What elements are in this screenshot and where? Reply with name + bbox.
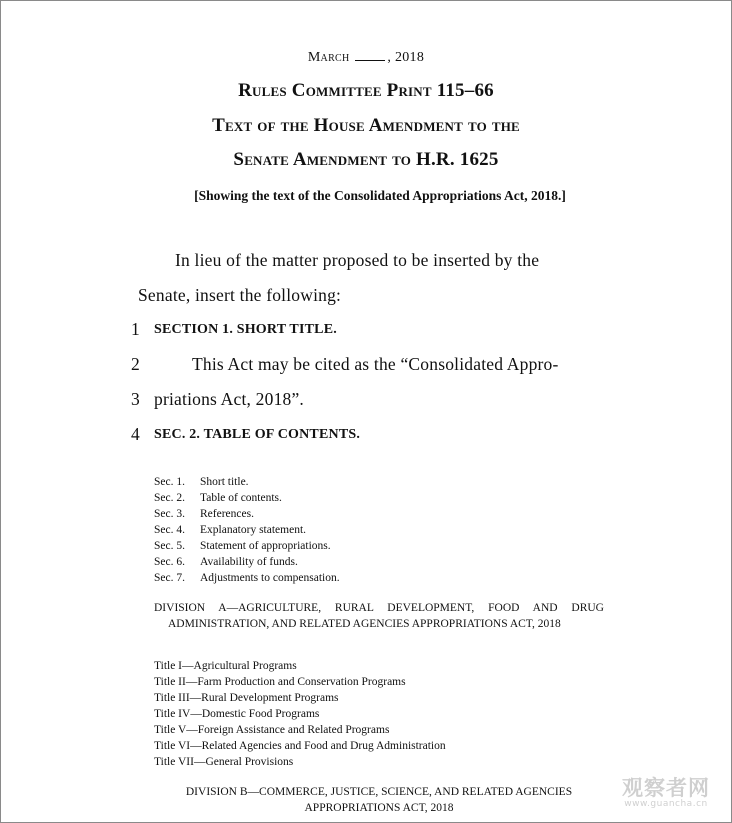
- title-entry: Title I—Agricultural Programs: [154, 660, 297, 672]
- toc-sec-title: Explanatory statement.: [200, 524, 307, 536]
- toc-sec-title: Adjustments to compensation.: [200, 572, 340, 584]
- division-a-text: DIVISION A—AGRICULTURE, RURAL DEVELOPMENT, FOOD AND DRUG ADMINISTRATION, AND RELATED AGENCIES APPROPRIATIONS ACT, 2018: [154, 602, 604, 630]
- line-number: 3: [131, 389, 140, 409]
- subtitle: [Showing the text of the Consolidated Appropriations Act, 2018.]: [194, 188, 566, 203]
- toc-sec-title: Table of contents.: [200, 492, 282, 504]
- line-number: 1: [131, 319, 140, 339]
- title-entry: Title II—Farm Production and Conservation Programs: [154, 676, 406, 688]
- date-year: , 2018: [387, 50, 425, 65]
- toc-sec-title: Statement of appropriations.: [200, 540, 331, 552]
- toc-row: [154, 570, 340, 586]
- title-entry: Title V—Foreign Assistance and Related Programs: [154, 724, 390, 736]
- title-entry: Title VII—General Provisions: [154, 756, 294, 768]
- toc-row: [154, 538, 340, 554]
- division-b-heading: DIVISION B—COMMERCE, JUSTICE, SCIENCE, AND RELATED AGENCIES APPROPRIATIONS ACT, 2018: [185, 786, 573, 814]
- toc-sec-number: Sec. 6.: [154, 556, 185, 568]
- toc-sec-title: Short title.: [200, 476, 249, 488]
- toc-sec-title: References.: [200, 508, 254, 520]
- short-title-text: This Act may be cited as the “Consolidated Appro-: [192, 354, 559, 374]
- line-number: 2: [131, 354, 140, 374]
- toc-sec-number: Sec. 5.: [154, 540, 185, 552]
- title-entry: Title IV—Domestic Food Programs: [154, 708, 320, 720]
- division-a-titles: [154, 658, 446, 770]
- short-title-text-cont: priations Act, 2018”.: [154, 389, 305, 409]
- toc-sec-title: Availability of funds.: [200, 556, 298, 568]
- toc-row: [154, 506, 340, 522]
- toc-row: [154, 474, 340, 490]
- toc-sec-number: Sec. 2.: [154, 492, 185, 504]
- date-blank: [355, 48, 385, 61]
- title-entry: Title VI—Related Agencies and Food and Drug Administration: [154, 740, 446, 752]
- toc-sec-number: Sec. 3.: [154, 508, 185, 520]
- intro-line-1: In lieu of the matter proposed to be inserted by the: [175, 250, 540, 270]
- toc-row: [154, 490, 340, 506]
- division-a-heading: [154, 600, 604, 632]
- title-entry: Title III—Rural Development Programs: [154, 692, 339, 704]
- toc-sec-number: Sec. 1.: [154, 476, 185, 488]
- print-date: [0, 48, 732, 66]
- print-title: Rules Committee Print 115–66: [238, 80, 494, 101]
- watermark-url: www.guancha.cn: [624, 799, 708, 809]
- section-2-heading: SEC. 2. TABLE OF CONTENTS.: [154, 427, 361, 442]
- toc-row: [154, 522, 340, 538]
- line-number: 4: [131, 424, 140, 444]
- table-of-contents: [154, 474, 340, 586]
- title-line-1: Text of the House Amendment to the: [212, 115, 520, 136]
- toc-sec-number: Sec. 4.: [154, 524, 185, 536]
- intro-line-2: Senate, insert the following:: [138, 285, 342, 305]
- title-line-2: Senate Amendment to H.R. 1625: [233, 149, 499, 170]
- watermark-logo-text: 观察者网: [622, 776, 710, 800]
- date-month: March: [307, 50, 350, 65]
- watermark: [616, 772, 716, 809]
- toc-row: [154, 554, 340, 570]
- section-1-heading: SECTION 1. SHORT TITLE.: [154, 322, 337, 337]
- toc-sec-number: Sec. 7.: [154, 572, 185, 584]
